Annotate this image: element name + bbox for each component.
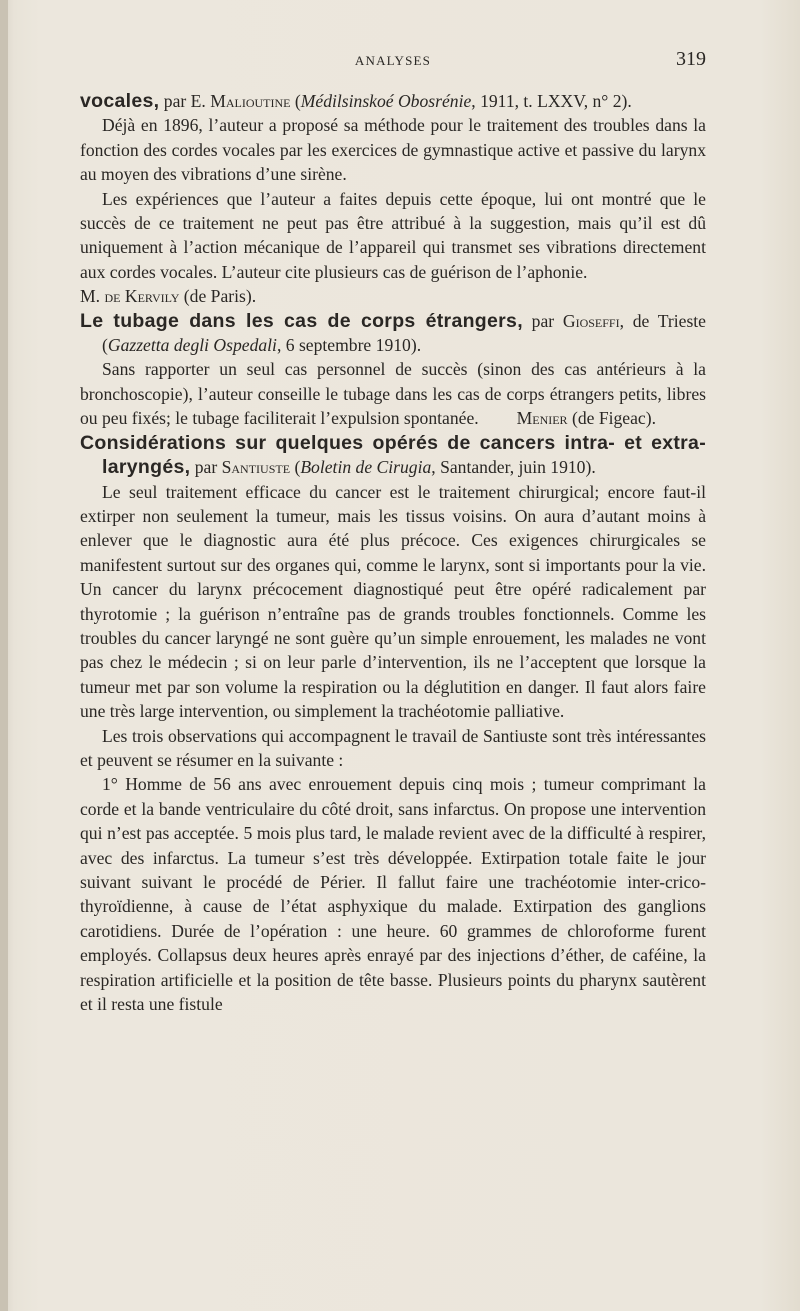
- article-1-title: vocales,: [80, 90, 160, 112]
- article-1-paragraph: Déjà en 1896, l’auteur a proposé sa méthode pour le traitement des troubles dans la fonction des cordes vocales par les exercices de gymnastique active et passive du larynx au moyen des vibrations d’une sirène.: [80, 115, 706, 185]
- article-2-journal: Gazzetta degli Ospedali: [107, 335, 277, 356]
- article-3-paragraph: Le seul traitement efficace du cancer est le traitement chirurgical; encore faut-il extirper non seulement la tumeur, mais les tissus voisins. On aura d’autant moins à enlever que le diagnostic aura été plus précoce. Ces exigences chirurgicales se manifestent surtout sur des organes qui, comme le larynx, sont si importants pour la vie. Un cancer du larynx précocement diagnostiqué peut être opéré radicalement par thyrotomie ; la guérison n’entraîne pas de grands troubles fonctionnels. Comme les troubles du cancer laryngé ne sont guère qu’un simple enrouement, les malades ne vont pas chez le médecin ; si on leur parle d’intervention, ils ne l’acceptent que lorsque la tumeur met par son volume la respiration ou la déglutition en danger. Il faut alors faire une très large intervention, ou simplement la trachéotomie palliative.: [80, 481, 706, 722]
- page-binding-edge: [0, 0, 8, 1311]
- article-3-title: Considérations sur quelques opérés de cancers intra- et extra-laryngés,: [80, 431, 706, 479]
- article-2-author: Gioseffi: [562, 310, 620, 331]
- article-3-journal: Boletin de Cirugia: [300, 457, 432, 478]
- article-3-paragraph: Les trois observations qui accompagnent le travail de Santiuste sont très intéressantes et peuvent se résumer en la suivante :: [80, 725, 706, 770]
- reviewer-name: Menier: [516, 408, 568, 429]
- page-header: [80, 48, 706, 74]
- article-1-heading: vocales, par E. Malioutine (Médilsinskoé Obosrénie, 1911, t. LXXV, n° 2).: [80, 90, 632, 112]
- article-1-signature: M. de Kervily (de Paris).: [80, 286, 257, 307]
- page-number: 319: [676, 48, 706, 70]
- article-2-title: Le tubage dans les cas de corps étrangers,: [80, 309, 523, 332]
- page-body: [80, 89, 706, 1016]
- article-2-signature: Menier (de Figeac).: [516, 408, 656, 429]
- article-2-paragraph: Sans rapporter un seul cas personnel de succès (sinon des cas antérieurs à la bronchoscopie), l’auteur conseille le tubage dans les cas de corps étrangers petits, libres ou peu fixés; le tubage faciliterait l’expulsion spontanée. Menier (de Figeac).: [80, 357, 706, 430]
- article-1-paragraph: Les expériences que l’auteur a faites depuis cette époque, lui ont montré que le succès de ce traitement ne peut pas être attribué à la suggestion, mais qu’il est dû uniquement à l’action mécanique de l’appareil qui transmet ses vibrations directement aux cordes vocales. L’auteur cite plusieurs cas de guérison de l’aphonie.: [80, 188, 706, 282]
- article-3-author: Santiuste: [221, 457, 291, 478]
- article-1-author: Malioutine: [210, 91, 291, 111]
- running-title: ANALYSES: [354, 53, 432, 68]
- reviewer-name: Kervily: [124, 286, 180, 307]
- article-3-heading: Considérations sur quelques opérés de cancers intra- et extra-laryngés, par Santiuste (Boletin de Cirugia, Santander, juin 1910).: [80, 431, 706, 479]
- article-3-paragraph: 1° Homme de 56 ans avec enrouement depuis cinq mois ; tumeur comprimant la corde et la bande ventriculaire du côté droit, sans infarctus. On propose une intervention qui n’est pas acceptée. 5 mois plus tard, le malade revient avec de la difficulté à respirer, avec des infarctus. La tumeur s’est très développée. Extirpation totale faite le jour suivant suivant le procédé de Périer. Il fallut faire une trachéotomie inter-crico-thyroïdienne, à cause de l’état asphyxique du malade. Extirpation des ganglions carotidiens. Durée de l’opération : une heure. 60 grammes de chloroforme furent employés. Collapsus deux heures après enrayé par des injections d’éther, de caféine, la respiration artificielle et la position de tête basse. Plusieurs points du pharynx sautèrent et il resta une fistule: [80, 774, 706, 1015]
- article-2-heading: Le tubage dans les cas de corps étrangers, par Gioseffi, de Trieste (Gazzetta degli Ospedali, 6 septembre 1910).: [80, 309, 706, 356]
- article-1-journal: Médilsinskoé Obosrénie: [300, 91, 472, 111]
